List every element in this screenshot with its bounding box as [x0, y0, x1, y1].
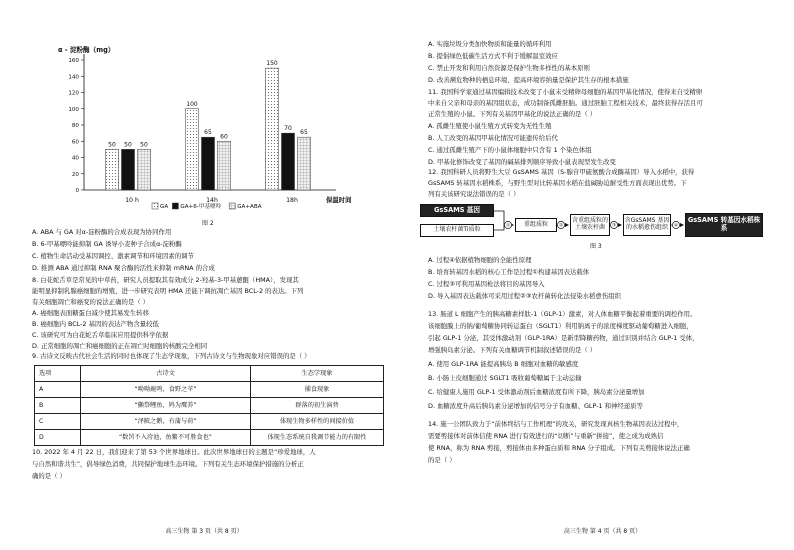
- q11-stem-line2: 中来自父亲和母亲的基因组状态，成功制备孤雌胚胎。通过胚胎工程相关技术，最终获得存活且可: [428, 99, 703, 107]
- q14-stem-line1: 14. 施一公团队致力于“前体终结与工作机理”的攻关，研究发现真核生物基因表达过程中，: [428, 420, 684, 428]
- q10-stem-line1: 10. 2022 年 4 月 22 日，我们迎来了第 53 个世界地球日。此次世界地球日的主题是“珍爱地球，人: [32, 448, 316, 456]
- q8-option-a: A. 癌细胞表面糖蛋白减少使其易发生转移: [32, 309, 149, 317]
- q13-option-b: B. 小肠上皮细胞通过 SGLT1 吸收葡萄糖属于主动运输: [428, 374, 582, 382]
- bar-GA+6-甲基嘌呤: [122, 149, 135, 190]
- y-tick-label: 140: [68, 74, 79, 81]
- q13-option-d: D. 血糖浓度升高后胰岛素分泌增加的信号分子有血糖、GLP-1 和神经递质等: [428, 402, 643, 410]
- table-header-poem: 古诗文: [81, 366, 251, 382]
- q12-option-d: D. 导入基因表达载体可采用过程②③农杆菌转化法侵染水稻愈伤组织: [428, 292, 621, 300]
- table-cell-poem: “呦呦鹿鸣，食野之苹”: [81, 382, 251, 398]
- y-tick-label: 80: [71, 123, 79, 129]
- bar-GA+6-甲基嘌呤: [202, 137, 215, 190]
- flow-box-recombinant-plasmid: 重组质粒: [515, 218, 557, 232]
- q8-stem-line1: 8. 白花蛇舌草是常见的中草药，研究人员提取其有效成分 2-羟基-3-甲基蒽醌（HMA），发现其: [32, 276, 299, 284]
- q8-stem-line3: 有关细胞凋亡和癌变的说法正确的是（ ）: [32, 298, 150, 306]
- table-cell-phenomenon: 捕食现象: [251, 382, 384, 398]
- q10-stem-line3: 确的是（ ）: [32, 472, 66, 480]
- table-row: [35, 382, 384, 398]
- q12-option-c: C. 过程③可利用基因枪法将目的基因导入: [428, 280, 545, 288]
- legend-swatch: [229, 203, 235, 209]
- y-tick-label: 100: [68, 106, 79, 113]
- table-cell-option: B: [35, 398, 81, 414]
- q14-stem-line4: 的是（ ）: [428, 456, 456, 464]
- x-axis-label: 保温时间: [326, 196, 352, 204]
- q10-option-b: B. 提倡绿色低碳生活方式不利于缓解温室效应: [428, 52, 558, 60]
- bar-value-label: 50: [140, 141, 148, 149]
- q11-option-c: C. 通过孤雌生殖产下的小鼠体细胞中只含有 1 个染色体组: [428, 146, 592, 154]
- q8-option-d: D. 正常细胞的凋亡和癌细胞的正在凋亡时细胞的核酸完全相同: [32, 342, 208, 350]
- q13-stem-line4: 增强胰岛素分泌。下列有关血糖调节机制叙述错误的是（ ）: [428, 346, 597, 354]
- y-tick-label: 60: [71, 139, 79, 146]
- legend-label: GA: [160, 204, 169, 210]
- q8-option-b: B. 癌细胞内 BCL-2 基因的表达产物含量较低: [32, 320, 159, 328]
- poem-ecology-table: [34, 365, 384, 446]
- q13-option-a: A. 使用 GLP-1RA 能提高胰岛 B 细胞对血糖的敏感度: [428, 360, 579, 368]
- gene-transfer-flowchart: [420, 203, 785, 243]
- bar-value-label: 50: [124, 141, 132, 149]
- step-label-2: ②: [558, 223, 564, 229]
- table-header-row: [35, 366, 384, 382]
- table-cell-poem: “数罟不入洿池，鱼鳖不可胜食也”: [81, 430, 251, 446]
- bar-GA: [186, 109, 199, 190]
- q12-option-a: A. 过程④依据植物细胞的全能性原理: [428, 256, 532, 264]
- bar-value-label: 150: [266, 60, 278, 68]
- step-label-4: ④: [673, 223, 679, 229]
- bar-value-label: 100: [186, 100, 198, 108]
- q11-stem-line3: 正常生殖的小鼠。下列有关基因甲基化的说法正确的是（ ）: [428, 110, 597, 118]
- flow-box-agrobacterium: 含重组质粒的土壤农杆菌: [570, 214, 610, 236]
- arrowhead-2: [565, 223, 569, 227]
- table-header-option: 选项: [35, 366, 81, 382]
- y-tick-label: 160: [68, 58, 79, 64]
- table-cell-phenomenon: 体现生物多样性的间接价值: [251, 414, 384, 430]
- arrowhead-4: [680, 223, 684, 227]
- bar-value-label: 50: [108, 141, 116, 149]
- q12-stem-line1: 12. 我国科研人员将野生大豆 GsSAMS 基因（S-腺苷甲硫氨酸合成酶基因）导入水稻中，获得: [428, 168, 695, 176]
- q14-stem-line2: 需要剪接体对前体信使 RNA 进行有效进行的“切断”与重新“拼接”，使之成为成熟信: [428, 432, 664, 440]
- bar-GA: [106, 149, 119, 190]
- q11-stem-line1: 11. 我国科学家通过基因编辑技术改变了小鼠未受精卵母细胞的基因甲基化情况，使得来自受精卵: [428, 88, 703, 96]
- q12-stem-line2: GsSAMS 转基因水稻株系，与野生型对比转基因水稻在盐碱胁迫耐受性方面表现出优势。下: [428, 179, 687, 187]
- q11-option-b: B. 人工改变的基因甲基化情况可能遗传给后代: [428, 134, 558, 142]
- q7-option-b: B. 6-甲基嘌呤能抑制 GA 诱导小麦种子合成α-淀粉酶: [32, 240, 182, 248]
- step-label-3: ③: [611, 223, 617, 229]
- q10-option-c: C. 禁止开发和利用自然资源是保护生物多样性的基本原则: [428, 64, 590, 72]
- flow-connector-top: [494, 211, 504, 225]
- y-tick-label: 20: [71, 171, 79, 178]
- table-row: [35, 430, 384, 446]
- legend-swatch: [152, 203, 158, 209]
- q7-option-c: C. 植物生命活动受基因调控、激素调节和环境因素的调节: [32, 252, 194, 260]
- y-tick-label: 40: [71, 155, 79, 162]
- q7-option-d: D. 推测 ABA 通过抑制 RNA 聚合酶的活性来抑制 mRNA 的合成: [32, 264, 215, 272]
- table-header-phenomenon: 生态学现象: [251, 366, 384, 382]
- chart-title: α - 淀粉酶（mg）: [58, 46, 115, 54]
- q11-option-d: D. 甲基化修饰改变了基因的碱基排列顺序导致小鼠表现型发生改变: [428, 158, 616, 166]
- bar-GA+ABA: [218, 141, 231, 190]
- legend-label: GA+ABA: [237, 204, 262, 210]
- q10-option-a: A. 实施垃圾分类加快物质和能量的循环利用: [428, 40, 552, 48]
- q13-option-c: C. 给健康人施用 GLP-1 受体激动剂后血糖浓度有所下降，胰岛素分泌量增加: [428, 388, 645, 396]
- bar-value-label: 70: [284, 125, 292, 133]
- q12-stem-line3: 列有关该研究说法错误的是（ ）: [428, 190, 520, 198]
- table-cell-option: D: [35, 430, 81, 446]
- flow-box-gene: GsSAMS 基因: [420, 204, 494, 217]
- flow-box-transgenic-rice: GsSAMS 转基因水稻株系: [685, 213, 763, 237]
- chart-svg: [24, 40, 384, 225]
- flow-box-ti-plasmid: 土壤农杆菌Ti质粒: [420, 224, 494, 237]
- q10-option-d: D. 改善濒危物种的栖息环境、提高环境容纳量是保护其生存的根本措施: [428, 76, 629, 84]
- x-category-label: 10 h: [125, 197, 139, 204]
- q14-stem-line3: 使 RNA，称为 RNA 剪接，剪接体由多种蛋白质和 RNA 分子组成。下列有关剪接体说法正确: [428, 444, 690, 452]
- legend-swatch: [172, 203, 178, 209]
- flow-box-callus: 含GsSAMS 基因的水稻愈伤组织: [623, 214, 671, 236]
- bar-value-label: 60: [220, 133, 228, 141]
- table-cell-option: C: [35, 414, 81, 430]
- q7-option-a: A. ABA 与 GA 对α-淀粉酶的合成表现为协同作用: [32, 228, 172, 236]
- left-page: [24, 0, 384, 550]
- right-page: [420, 0, 785, 550]
- page-4-footer: 高三生物 第 4 页（共 8 页）: [563, 528, 642, 535]
- q12-option-b: B. 培育转基因水稻的核心工作是过程①构建基因表达载体: [428, 268, 590, 276]
- bar-value-label: 65: [204, 129, 212, 137]
- x-category-label: 18h: [286, 197, 298, 204]
- q11-option-a: A. 孤雌生殖使小鼠生殖方式转变为无性生殖: [428, 122, 552, 130]
- bar-GA+6-甲基嘌呤: [282, 133, 295, 190]
- q13-stem-line2: 该细胞膜上的钠/葡萄糖协同转运蛋白（SGLT1）利用钠离子的浓度梯度驱动葡萄糖进入细胞，: [428, 322, 693, 330]
- q8-option-c: C. 该研究可为白花蛇舌草临床应用提供科学依据: [32, 331, 169, 339]
- step-label-1: ①: [505, 223, 511, 229]
- table-row: [35, 398, 384, 414]
- q10-stem-line2: 与自然和谐共生”，倡导绿色消费，共同保护地球生态环境。下列有关生态环境保护措施的分析正: [32, 460, 304, 468]
- table-cell-phenomenon: 群落的初生演替: [251, 398, 384, 414]
- table-cell-poem: “獭祭鲤鱼，鸠为鹰养”: [81, 398, 251, 414]
- table-cell-option: A: [35, 382, 81, 398]
- page-3-footer: 高三生物 第 3 页（共 8 页）: [165, 528, 243, 535]
- arrowhead-3: [618, 223, 622, 227]
- bar-GA+ABA: [138, 149, 151, 190]
- table-cell-phenomenon: 体现生态系统自我调节能力的有限性: [251, 430, 384, 446]
- y-tick-label: 120: [68, 90, 79, 97]
- bar-GA+ABA: [298, 137, 311, 190]
- q13-stem-line1: 13. 肠道 L 细胞产生的胰高糖素样肽-1（GLP-1）激素，对人体血糖平衡起着重要的调控作用。: [428, 310, 697, 318]
- y-tick-label: 0: [75, 188, 79, 194]
- x-category-label: 14h: [206, 197, 218, 204]
- bar-value-label: 65: [300, 129, 308, 137]
- q8-stem-line2: 能明显抑制乳腺癌细胞的增殖，进一步研究表明 HMA 还能下调抗凋亡基因 BCL-2 的表达。下列: [32, 287, 304, 295]
- q9-stem: 9. 古诗文反映古代社会生活的同时也体现了生态学现象，下列古诗文与生物现象对应错误的是（ ）: [32, 352, 311, 360]
- figure-2-caption: 图 2: [202, 220, 214, 227]
- table-row: [35, 414, 384, 430]
- legend-label: GA+6-甲基嘌呤: [180, 204, 222, 210]
- q13-stem-line3: 引起 GLP-1 分泌，其受体激动剂（GLP-1RA）是新型降糖药物，通过识别并结合 GLP-1 受体，: [428, 334, 699, 342]
- bar-GA: [266, 68, 279, 190]
- table-cell-poem: “泽陂之鹅，有蒲与荷”: [81, 414, 251, 430]
- enzyme-bar-chart: [24, 40, 384, 225]
- figure-3-caption: 图 3: [590, 243, 602, 250]
